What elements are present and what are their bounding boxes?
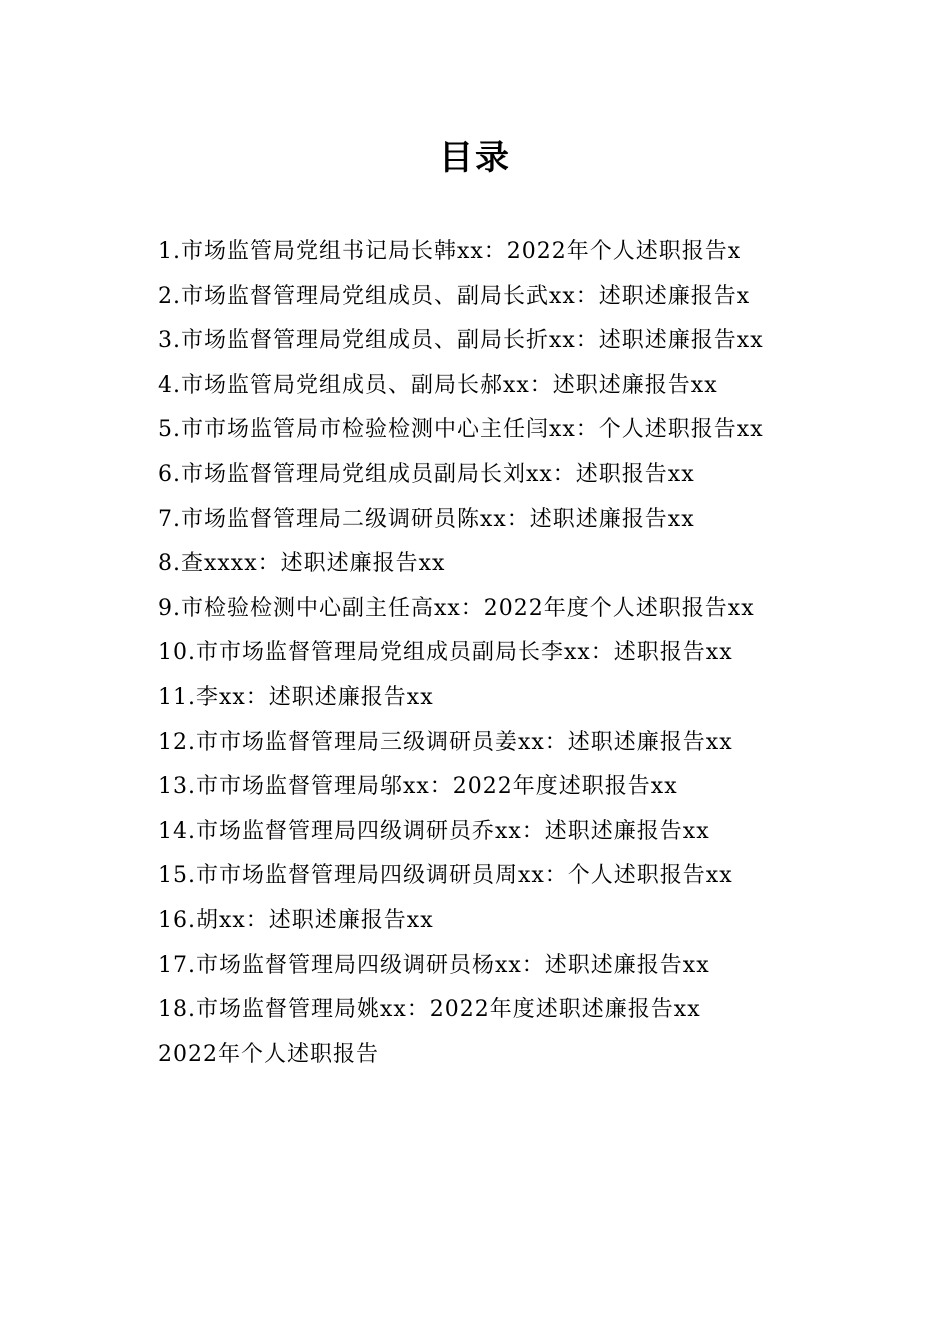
toc-entry-5: 5.市市场监管局市检验检测中心主任闫xx：个人述职报告xx [158,417,764,443]
table-of-contents [118,230,832,1077]
toc-entry-10: 10.市市场监督管理局党组成员副局长李xx：述职报告xx [158,640,733,666]
toc-entry-13: 13.市市场监督管理局邬xx：2022年度述职报告xx [158,774,678,800]
toc-entry-3: 3.市场监督管理局党组成员、副局长折xx：述职述廉报告xx [158,328,764,354]
toc-entry-2: 2.市场监督管理局党组成员、副局长武xx：述职述廉报告x [158,283,751,309]
toc-entry-1: 1.市场监管局党组书记局长韩xx：2022年个人述职报告x [158,239,742,264]
toc-entry-9: 9.市检验检测中心副主任高xx：2022年度个人述职报告xx [158,595,755,621]
toc-entry-8: 8.查xxxx：述职述廉报告xx [158,551,446,577]
toc-entry-18: 18.市场监督管理局姚xx：2022年度述职述廉报告xx [158,997,701,1023]
section-heading: 2022年个人述职报告 [158,1041,379,1067]
toc-entry-6: 6.市场监督管理局党组成员副局长刘xx：述职报告xx [158,461,695,487]
toc-entry-11: 11.李xx：述职述廉报告xx [158,684,434,710]
toc-entry-12: 12.市市场监督管理局三级调研员姜xx：述职述廉报告xx [158,729,733,755]
toc-entry-17: 17.市场监督管理局四级调研员杨xx：述职述廉报告xx [158,952,710,978]
page-title: 目录 [439,138,511,178]
toc-entry-7: 7.市场监督管理局二级调研员陈xx：述职述廉报告xx [158,506,695,532]
toc-entry-16: 16.胡xx：述职述廉报告xx [158,907,434,933]
toc-entry-14: 14.市场监督管理局四级调研员乔xx：述职述廉报告xx [158,818,710,844]
toc-entry-4: 4.市场监管局党组成员、副局长郝xx：述职述廉报告xx [158,372,718,398]
toc-entry-15: 15.市市场监督管理局四级调研员周xx：个人述职报告xx [158,863,733,889]
